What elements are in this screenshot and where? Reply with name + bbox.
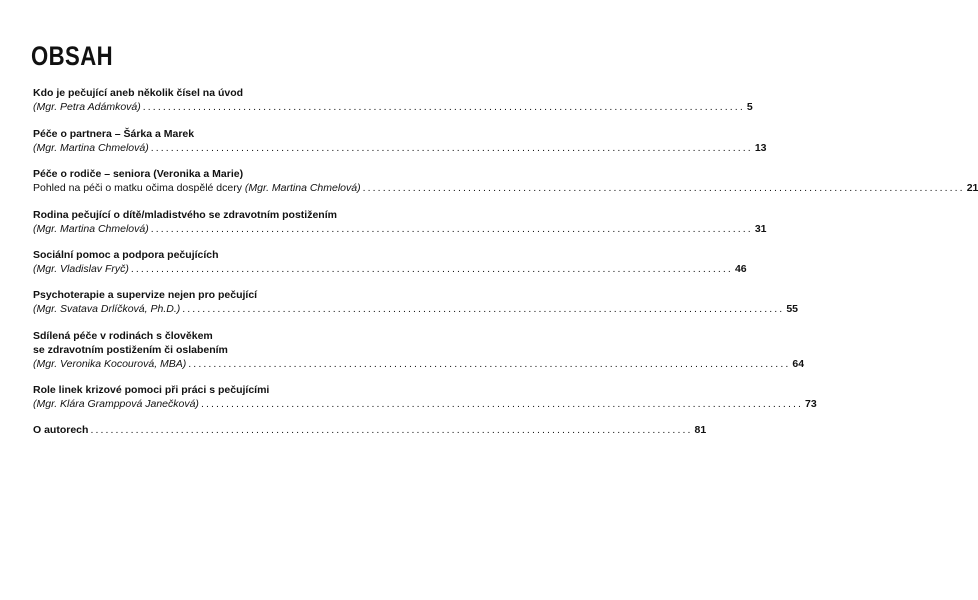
- entry-page-number: 31: [754, 223, 767, 235]
- entry-heading-line-2: se zdravotním postižením či oslabením: [33, 344, 228, 356]
- entry-page-number: 64: [792, 358, 805, 370]
- entry-heading-row: [33, 167, 406, 181]
- page-title: OBSAH: [31, 41, 114, 71]
- dot-leader: ........................................................................................................................: [200, 398, 804, 410]
- entry-page-number: 55: [786, 303, 798, 315]
- entry-heading: Rodina pečující o dítě/mladistvého se zdravotním postižením: [33, 209, 337, 221]
- entry-page-number: 73: [805, 398, 817, 410]
- entry-heading: Kdo je pečující aneb několik čísel na úvod: [33, 87, 244, 99]
- entry-page-number: 81: [694, 424, 707, 436]
- toc-entry[interactable]: [33, 167, 978, 195]
- entry-heading: O autorech: [33, 424, 89, 436]
- entry-heading: Sociální pomoc a podpora pečujících: [33, 249, 219, 261]
- entry-author: (Mgr. Petra Adámková): [33, 101, 141, 113]
- entry-author: (Mgr. Veronika Kocourová, MBA): [33, 358, 187, 370]
- entry-heading: Péče o rodiče: [33, 168, 102, 180]
- entry-heading: Péče o partnera: [33, 128, 112, 140]
- entry-author-row: [33, 222, 767, 236]
- dot-leader: ........................................................................................................................: [150, 223, 753, 235]
- toc-entry[interactable]: [33, 329, 805, 371]
- entry-author-row: [33, 141, 767, 155]
- entry-heading-row: [33, 423, 707, 437]
- entry-author-row: [33, 100, 753, 114]
- dot-leader: ........................................................................................................................: [188, 358, 791, 370]
- toc-entry[interactable]: [33, 288, 798, 316]
- dot-leader: ........................................................................................................................: [362, 182, 965, 194]
- dot-leader: ........................................................................................................................: [90, 424, 693, 436]
- toc-entry[interactable]: [33, 423, 707, 437]
- entry-author: (Mgr. Martina Chmelová): [33, 142, 149, 154]
- entry-page-number: 46: [734, 263, 747, 275]
- entry-heading: Sdílená péče v rodinách s člověkem: [33, 330, 213, 342]
- entry-author: (Mgr. Klára Gramppová Janečková): [33, 398, 199, 410]
- dot-leader: ........................................................................................................................: [150, 142, 753, 154]
- entry-page-number: 21: [966, 182, 978, 194]
- toc-entry[interactable]: [33, 248, 747, 276]
- entry-heading: Psychoterapie a supervize nejen pro pečující: [33, 289, 258, 301]
- entry-author-row: [33, 302, 798, 316]
- entry-author: (Mgr. Svatava Drlíčková, Ph.D.): [33, 303, 181, 315]
- entry-subtitle-row: [33, 181, 978, 195]
- toc-entry[interactable]: [33, 208, 767, 236]
- entry-subtitle: Pohled na péči o matku očima dospělé dcery: [33, 182, 242, 194]
- entry-author: (Mgr. Vladislav Fryč): [33, 263, 129, 275]
- entry-author: (Mgr. Martina Chmelová): [244, 182, 361, 194]
- dot-leader: ........................................................................................................................: [142, 101, 745, 113]
- dot-leader: ........................................................................................................................: [182, 303, 785, 315]
- entry-author-row: [33, 262, 747, 276]
- entry-author-row: [33, 397, 817, 411]
- toc-entry[interactable]: [33, 127, 767, 155]
- dot-leader: ........................................................................................................................: [130, 263, 733, 275]
- entry-page-number: 13: [754, 142, 767, 154]
- entry-heading-rest: – Šárka a Marek: [111, 128, 195, 140]
- entry-page-number: 5: [746, 101, 753, 113]
- toc-entry[interactable]: [33, 86, 753, 114]
- entry-author-row: [33, 357, 805, 371]
- entry-heading: Role linek krizové pomoci při práci s pečujícími: [33, 384, 270, 396]
- toc-entry[interactable]: [33, 383, 817, 411]
- entry-heading-row: [33, 127, 406, 141]
- entry-heading-rest: – seniora (Veronika a Marie): [101, 168, 244, 180]
- entry-author: (Mgr. Martina Chmelová): [33, 223, 149, 235]
